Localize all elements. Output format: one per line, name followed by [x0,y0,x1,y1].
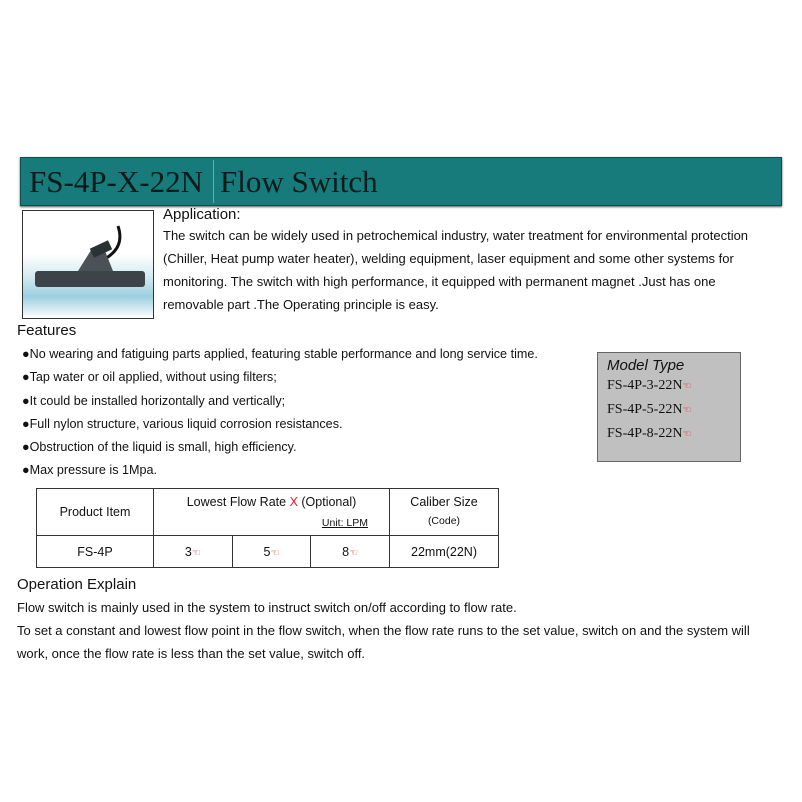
model-type-box [597,352,741,462]
application-section [163,206,748,316]
feature-item: ●Tap water or oil applied, without using filters; [22,370,277,385]
application-line: monitoring. The switch with high performance, it equipped with permanent magnet .Just has one [163,274,716,289]
header-product-item: Product Item [37,489,154,536]
feature-item: ●Max pressure is 1Mpa. [22,463,157,478]
model-item: FS-4P-8-22N☜ [607,426,692,441]
feature-item: ●Full nylon structure, various liquid corrosion resistances. [22,416,343,431]
features-list [22,343,538,483]
cell-item: FS-4P [37,536,154,568]
title-name: Flow Switch [220,164,378,199]
title-banner [20,157,782,206]
pointing-hand-icon: ☜ [682,381,692,392]
flow-switch-image [23,211,153,318]
application-line: The switch can be widely used in petrochemical industry, water treatment for environmental protection [163,228,749,243]
operation-line: work, once the flow rate is less than the set value, switch off. [17,646,366,661]
spec-table [36,488,499,568]
model-type-heading: Model Type [607,357,685,374]
cell-rate: 5☜ [232,536,311,568]
product-photo [22,210,154,319]
model-item: FS-4P-5-22N☜ [607,402,692,417]
operation-text [17,596,750,665]
title-divider [213,160,214,203]
title-code: FS-4P-X-22N [29,164,203,199]
application-line: (Chiller, Heat pump water heater), welding equipment, laser equipment and some other systems for [163,251,734,266]
operation-line: Flow switch is mainly used in the system to instruct switch on/off according to flow rate. [17,600,517,615]
header-caliber: Caliber Size (Code) [390,489,499,536]
cell-size: 22mm(22N) [390,536,499,568]
pointing-hand-icon: ☜ [682,405,692,416]
cell-rate: 3☜ [154,536,233,568]
feature-item: ●It could be installed horizontally and vertically; [22,393,286,408]
unit-label: Unit: LPM [321,517,368,529]
feature-item: ●No wearing and fatiguing parts applied, featuring stable performance and long service time. [22,347,538,361]
application-heading: Application: [163,206,241,223]
application-line: removable part .The Operating principle is easy. [163,297,439,312]
operation-line: To set a constant and lowest flow point in the flow switch, when the flow rate runs to the set value, switch on and the system will [17,623,750,638]
features-heading: Features [17,322,77,339]
pointing-hand-icon: ☜ [682,429,692,440]
operation-heading: Operation Explain [17,576,137,593]
header-lowest-flow: Lowest Flow Rate X (Optional) Unit: LPM [154,489,390,536]
feature-item: ●Obstruction of the liquid is small, high efficiency. [22,440,297,455]
cell-rate: 8☜ [311,536,390,568]
model-item: FS-4P-3-22N☜ [607,378,692,393]
